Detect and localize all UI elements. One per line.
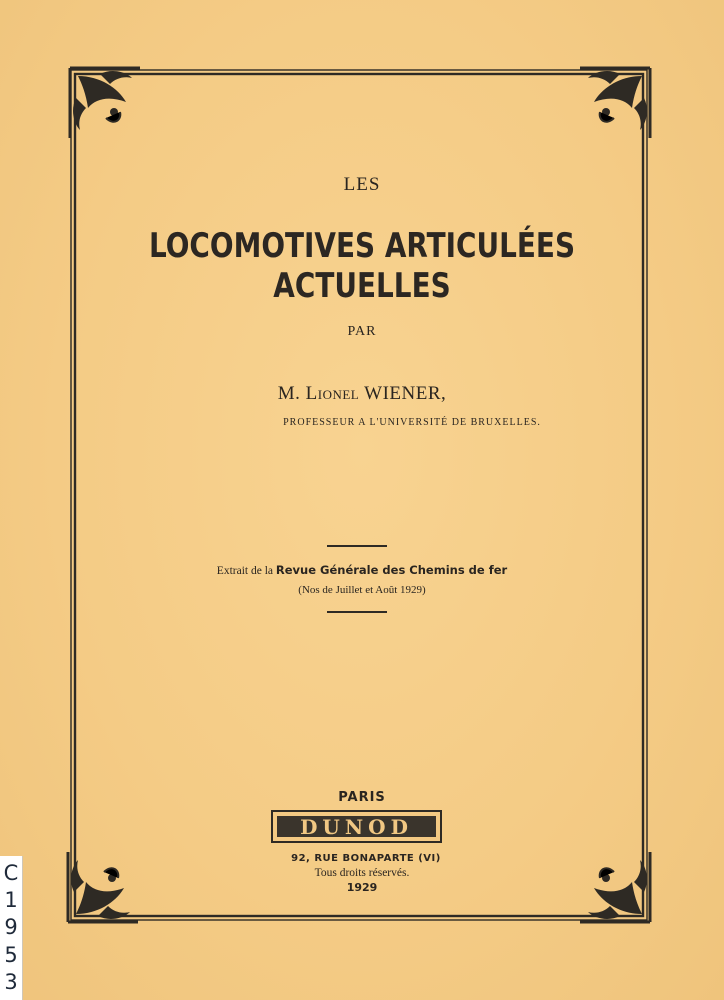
author-name [0, 383, 724, 405]
corner-ornament-top-right-icon [580, 68, 650, 138]
shelf-label-char: 5 [4, 942, 18, 967]
publication-year: 1929 [346, 881, 378, 894]
divider-bottom [327, 611, 387, 613]
rights-notice: Tous droits réservés. [314, 867, 410, 879]
publisher-logo-plate [277, 816, 436, 837]
divider-top [327, 545, 387, 547]
shelf-label [0, 856, 23, 1000]
author-first-name: Lionel [305, 383, 360, 404]
publisher-city: PARIS [338, 790, 386, 805]
publisher-address: 92, RUE BONAPARTE (VI) [291, 853, 441, 864]
shelf-label-char: C [3, 861, 19, 886]
issue-info: (Nos de Juillet et Août 1929) [298, 584, 426, 596]
shelf-label-char: 9 [4, 915, 18, 940]
by-line: PAR [347, 324, 377, 339]
corner-ornament-top-left-icon [70, 68, 140, 138]
title-prefix: LES [343, 174, 381, 195]
author-affiliation: PROFESSEUR A L'UNIVERSITÉ DE BRUXELLES. [283, 417, 541, 428]
journal-name: Revue Générale des Chemins de fer [275, 563, 508, 577]
shelf-label-char: 1 [4, 888, 18, 913]
shelf-label-char: 3 [4, 969, 18, 994]
author-prefix: M. [277, 383, 306, 404]
publisher-logo [271, 810, 442, 843]
page-title: LOCOMOTIVES ARTICULÉES ACTUELLES [148, 226, 576, 306]
extract-prefix: Extrait de la [216, 565, 276, 577]
publisher-name: DUNOD [300, 814, 413, 839]
extract-notice [0, 563, 724, 577]
author-last-name: WIENER, [359, 383, 447, 404]
